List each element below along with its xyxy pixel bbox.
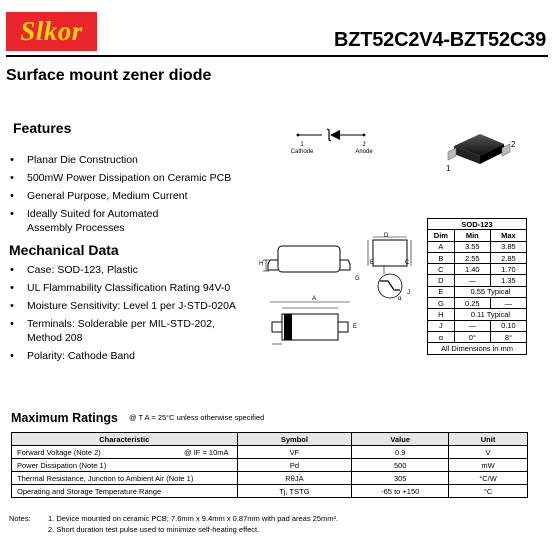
features-list [6,153,246,239]
header-divider [6,55,548,57]
dim-cell: E [428,286,455,297]
dim-row [428,264,527,275]
notes-section [9,513,549,537]
table-row [12,446,528,459]
ratings-cell: 0.9 [352,446,449,459]
pin1-number: 1 [300,142,304,148]
dim-cell: 3.55 [454,241,490,252]
dim-cell: α [428,331,455,342]
dim-cell: 1.40 [454,264,490,275]
mechanical-list [6,263,246,367]
dim-row [428,275,527,286]
dim-row [428,298,527,309]
dim-col-header: Dim [428,230,455,241]
dim-label-b: B [370,260,375,266]
ratings-cell: 305 [352,472,449,485]
dim-cell: 8° [490,331,526,342]
ratings-col-header: Unit [449,433,528,446]
dim-col-header: Min [454,230,490,241]
feature-item: • General Purpose, Medium Current [6,189,246,203]
mechanical-item: • Polarity: Cathode Band [6,349,246,363]
dim-cell: 0° [454,331,490,342]
ratings-cell: Pd [237,459,352,472]
dim-label-e: E [353,324,358,330]
package-side-view [258,240,358,282]
ratings-cell [12,472,238,485]
part-number: BZT52C2V4-BZT52C39 [333,29,546,51]
package-top-view [262,296,362,352]
ratings-cell: °C/W [449,472,528,485]
dim-cell: 2.85 [490,252,526,263]
dim-cell: 3.85 [490,241,526,252]
notes-label: Notes: [9,514,31,523]
characteristic-text: Thermal Resistance, Junction to Ambient Air (Note 1) [17,473,194,483]
pin2-name: Anode [355,149,373,155]
dim-table-footer: All Dimensions in mm [428,343,527,354]
dim-label-alpha: α [398,296,402,302]
dim-row [428,241,527,252]
dim-cell: 2.55 [454,252,490,263]
mechanical-heading: Mechanical Data [9,242,119,258]
characteristic-text: Operating and Storage Temperature Range [17,486,162,496]
mechanical-item: • Terminals: Solderable per MIL-STD-202, Method 208 [6,317,221,345]
ratings-col-header: Value [352,433,449,446]
dim-cell: — [454,320,490,331]
zener-diode-symbol [290,128,380,142]
pin2-number: 2 [362,142,366,148]
table-row [12,472,528,485]
note-item: 1. Device mounted on ceramic PCB; 7.6mm x 9.4mm x 0.87mm with pad areas 25mm². [48,514,339,523]
dim-col-header: Max [490,230,526,241]
characteristic-text: Power Dissipation (Note 1) [17,460,107,470]
ratings-col-header: Characteristic [12,433,238,446]
ratings-cell: RθJA [237,472,352,485]
ratings-cell: -65 to +150 [352,485,449,498]
dim-label-a: A [312,296,317,302]
ratings-cell: VF [237,446,352,459]
dim-cell: B [428,252,455,263]
dim-cell: 1.35 [490,275,526,286]
dim-row [428,252,527,263]
ratings-cell [12,446,238,459]
page-subtitle: Surface mount zener diode [6,67,212,84]
max-ratings-condition: @ T A = 25°C unless otherwise specified [129,413,265,422]
ratings-cell [12,459,238,472]
ratings-cell: 500 [352,459,449,472]
ratings-cell [12,485,238,498]
dim-cell: — [454,275,490,286]
feature-item: • Ideally Suited for Automated Assembly Processes [6,207,201,235]
dim-row [428,286,527,297]
dim-cell: H [428,309,455,320]
brand-logo [6,12,97,51]
mechanical-item: • Case: SOD-123, Plastic [6,263,246,277]
dim-cell: 0.55 Typical [454,286,526,297]
note-item: 2. Short duration test pulse used to minimize self-heating effect. [48,525,260,534]
dim-row [428,320,527,331]
dim-cell: 0.11 Typical [454,309,526,320]
dim-label-h: H [259,261,264,267]
dim-cell: D [428,275,455,286]
dim-label-j: J [407,290,410,296]
table-row [12,485,528,498]
ratings-cell: °C [449,485,528,498]
mechanical-item: • Moisture Sensitivity: Level 1 per J-STD-020A [6,299,246,313]
dim-cell: 1.70 [490,264,526,275]
dim-cell: A [428,241,455,252]
dim-cell: 0.25 [454,298,490,309]
dimensions-table [427,218,527,355]
dim-label-g: G [355,276,360,282]
table-row [12,459,528,472]
features-heading: Features [13,120,72,136]
dim-label-d: D [384,233,389,239]
package-pin1-label: 1 [446,164,451,173]
dim-cell: C [428,264,455,275]
ratings-cell: mW [449,459,528,472]
mechanical-item: • UL Flammability Classification Rating 94V-0 [6,281,246,295]
feature-item: • Planar Die Construction [6,153,246,167]
dim-cell: — [490,298,526,309]
max-ratings-table [11,432,528,498]
max-ratings-heading: Maximum Ratings [11,411,118,425]
pin1-name: Cathode [290,149,314,155]
package-pin2-label: 2 [511,140,516,149]
dim-row [428,309,527,320]
dim-row [428,331,527,342]
ratings-col-header: Symbol [237,433,352,446]
characteristic-text: Forward Voltage (Note 2) [17,447,101,457]
ratings-cell: V [449,446,528,459]
dim-table-package: SOD-123 [428,219,527,230]
test-condition: @ IF = 10mA [184,448,229,457]
dim-label-c: C [405,260,410,266]
dim-cell: 0.10 [490,320,526,331]
logo-text: Slkor [20,16,83,46]
dim-cell: J [428,320,455,331]
ratings-cell: Tj, TSTG [237,485,352,498]
feature-item: • 500mW Power Dissipation on Ceramic PCB [6,171,246,185]
dim-cell: G [428,298,455,309]
sod123-package-image [440,126,520,178]
